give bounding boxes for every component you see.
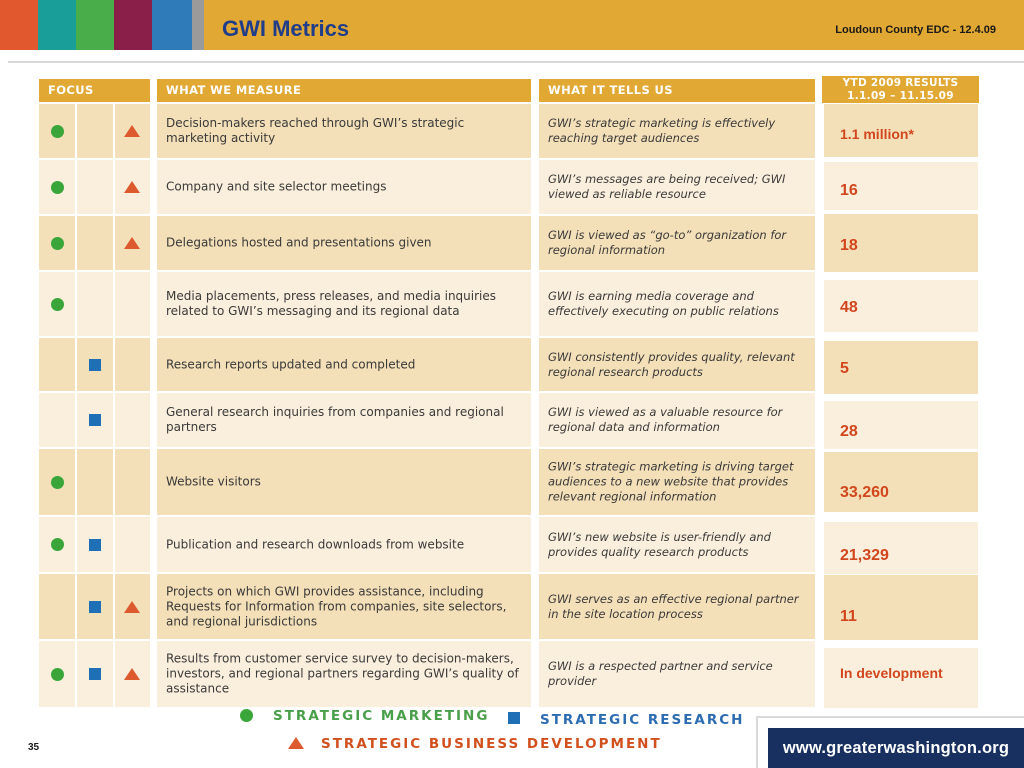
focus-cell (115, 449, 150, 515)
results-header-line1: YTD 2009 RESULTS (842, 77, 959, 89)
focus-cell (77, 449, 113, 515)
result-value: In development (840, 665, 943, 681)
strategic-business-triangle-icon (124, 125, 140, 137)
strategic-marketing-circle-icon (51, 237, 64, 250)
header-stripe-teal (38, 0, 76, 50)
result-value: 1.1 million* (840, 126, 914, 142)
result-value: 16 (840, 182, 858, 199)
focus-cell (115, 338, 150, 391)
focus-cell (77, 104, 113, 158)
measure-text: General research inquiries from companies and regional partners (166, 405, 504, 434)
tells-cell (539, 160, 815, 214)
measure-cell (157, 216, 531, 270)
header-stripe-green (76, 0, 114, 50)
results-header-line2: 1.1.09 – 11.15.09 (847, 89, 954, 102)
result-cell (824, 452, 978, 512)
focus-cell (77, 272, 113, 336)
strategic-research-square-icon (89, 601, 101, 613)
tells-text: GWI’s new website is user-friendly and provides quality research products (548, 529, 771, 559)
tells-cell (539, 216, 815, 270)
measure-cell (157, 104, 531, 158)
legend-research-label: STRATEGIC RESEARCH (540, 712, 745, 728)
focus-cell (39, 574, 75, 639)
result-value: 28 (840, 423, 858, 440)
focus-cell (77, 160, 113, 214)
strategic-business-triangle-icon (124, 181, 140, 193)
strategic-marketing-circle-icon (51, 125, 64, 138)
measure-cell (157, 393, 531, 447)
measure-cell (157, 574, 531, 639)
website-banner: www.greaterwashington.org (768, 728, 1024, 768)
measure-cell (157, 272, 531, 336)
tells-cell (539, 338, 815, 391)
measure-text: Results from customer service survey to decision-makers, investors, and regional partners regarding GWI’s quality of assistance (166, 651, 519, 696)
measure-text: Projects on which GWI provides assistance, including Requests for Information from companies, site selectors, and regional jurisdictions (166, 584, 507, 628)
focus-cell (115, 272, 150, 336)
strategic-marketing-circle-icon (51, 298, 64, 311)
header-stripe-blue (152, 0, 192, 50)
header-stripe-orange (0, 0, 38, 50)
result-value: 33,260 (840, 484, 889, 501)
strategic-marketing-circle-icon (51, 538, 64, 551)
result-value: 21,329 (840, 547, 889, 564)
strategic-marketing-circle-icon (51, 181, 64, 194)
tells-text: GWI consistently provides quality, relevant regional research products (548, 349, 795, 379)
legend-marketing-label: STRATEGIC MARKETING (273, 708, 490, 724)
header-stripe-gray (192, 0, 204, 50)
strategic-research-square-icon (89, 414, 101, 426)
result-cell (824, 280, 978, 332)
measure-cell (157, 449, 531, 515)
tells-cell (539, 574, 815, 639)
measure-text: Delegations hosted and presentations given (166, 235, 432, 250)
tells-cell (539, 641, 815, 707)
legend-business-label: STRATEGIC BUSINESS DEVELOPMENT (321, 736, 662, 752)
tells-cell (539, 393, 815, 447)
measure-text: Decision-makers reached through GWI’s strategic marketing activity (166, 116, 465, 145)
result-value: 48 (840, 299, 858, 316)
strategic-research-square-icon (89, 668, 101, 680)
measure-header-label: WHAT WE MEASURE (166, 83, 302, 97)
result-cell (824, 341, 978, 394)
tells-text: GWI’s strategic marketing is driving target audiences to a new website that provides relevant regional information (548, 459, 794, 504)
strategic-marketing-circle-icon (51, 668, 64, 681)
strategic-business-triangle-icon (124, 668, 140, 680)
result-cell (824, 214, 978, 272)
result-value: 5 (840, 360, 849, 377)
legend-marketing-circle-icon (240, 709, 253, 722)
header-bar (0, 0, 1024, 50)
result-cell (824, 104, 978, 157)
tells-cell (539, 449, 815, 515)
tells-cell (539, 104, 815, 158)
measure-text: Website visitors (166, 474, 261, 489)
tells-header-label: WHAT IT TELLS US (548, 83, 673, 97)
focus-cell (77, 216, 113, 270)
result-cell (824, 401, 978, 449)
header-divider (8, 61, 1024, 63)
measure-cell (157, 641, 531, 707)
tells-text: GWI is a respected partner and service provider (548, 659, 773, 688)
focus-column-header (39, 79, 150, 102)
measure-cell (157, 160, 531, 214)
measure-cell (157, 517, 531, 572)
strategic-marketing-circle-icon (51, 476, 64, 489)
results-column-header (822, 76, 979, 103)
result-cell (824, 162, 978, 210)
legend-business-triangle-icon (288, 737, 304, 749)
page-number: 35 (28, 742, 40, 753)
strategic-business-triangle-icon (124, 601, 140, 613)
focus-header-label: FOCUS (48, 83, 94, 97)
tells-cell (539, 517, 815, 572)
page-subtitle: Loudoun County EDC - 12.4.09 (835, 24, 996, 36)
result-cell (824, 575, 978, 640)
result-value: 11 (840, 608, 857, 625)
strategic-business-triangle-icon (124, 237, 140, 249)
tells-text: GWI is earning media coverage and effectively executing on public relations (548, 289, 779, 318)
focus-cell (39, 393, 75, 447)
legend-research-square-icon (508, 712, 520, 724)
measure-text: Publication and research downloads from website (166, 537, 465, 551)
measure-text: Company and site selector meetings (166, 179, 387, 194)
measure-cell (157, 338, 531, 391)
tells-text: GWI is viewed as a valuable resource for regional data and information (548, 405, 783, 434)
tells-text: GWI serves as an effective regional partner in the site location process (548, 591, 799, 621)
tells-text: GWI is viewed as “go-to” organization for regional information (548, 228, 787, 257)
result-value: 18 (840, 237, 858, 254)
focus-cell (115, 393, 150, 447)
page-title: GWI Metrics (222, 16, 350, 41)
focus-cell (115, 517, 150, 572)
result-cell (824, 522, 978, 574)
strategic-research-square-icon (89, 539, 101, 551)
header-stripe-plum (114, 0, 152, 50)
measure-column-header (157, 79, 531, 102)
tells-cell (539, 272, 815, 336)
tells-column-header (539, 79, 815, 102)
focus-cell (39, 338, 75, 391)
result-cell (824, 648, 978, 708)
measure-text: Research reports updated and completed (166, 357, 416, 371)
tells-text: GWI’s strategic marketing is effectively reaching target audiences (548, 116, 776, 145)
measure-text: Media placements, press releases, and media inquiries related to GWI’s messaging and its regional data (166, 289, 497, 318)
strategic-research-square-icon (89, 359, 101, 371)
tells-text: GWI’s messages are being received; GWI viewed as reliable resource (548, 172, 786, 201)
